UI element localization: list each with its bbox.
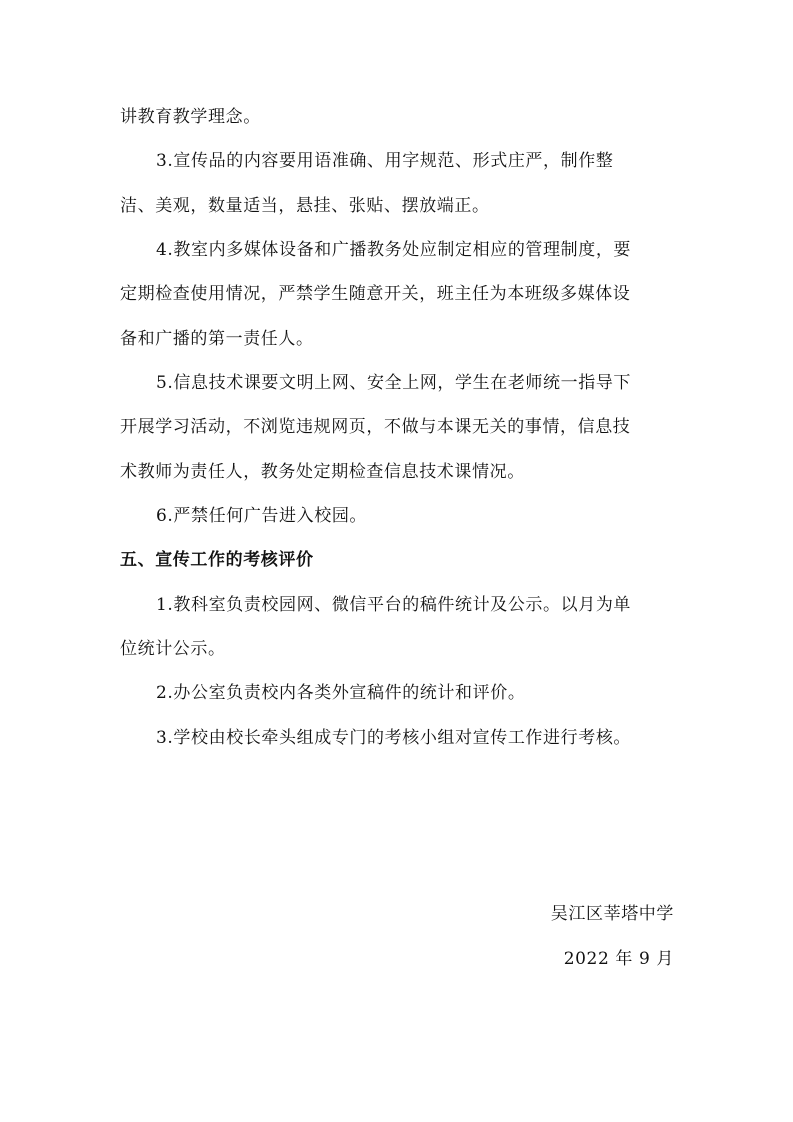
section-heading: 五、宣传工作的考核评价 bbox=[120, 550, 314, 570]
paragraph-line: 开展学习活动，不浏览违规网页，不做与本课无关的事情，信息技 bbox=[120, 417, 631, 437]
paragraph-line: 2.办公室负责校内各类外宣稿件的统计和评价。 bbox=[156, 683, 526, 703]
paragraph-line: 洁、美观，数量适当，悬挂、张贴、摆放端正。 bbox=[120, 196, 490, 216]
paragraph-line: 术教师为责任人，教务处定期检查信息技术课情况。 bbox=[120, 462, 525, 482]
paragraph-line: 6.严禁任何广告进入校园。 bbox=[156, 506, 368, 526]
paragraph-line: 定期检查使用情况，严禁学生随意开关，班主任为本班级多媒体设 bbox=[120, 284, 631, 304]
paragraph-line: 3.学校由校长牵头组成专门的考核小组对宣传工作进行考核。 bbox=[156, 728, 632, 748]
paragraph-line: 1.教科室负责校园网、微信平台的稿件统计及公示。以月为单 bbox=[156, 595, 632, 615]
signature-organization: 吴江区莘塔中学 bbox=[550, 904, 674, 924]
paragraph-line: 5.信息技术课要文明上网、安全上网，学生在老师统一指导下 bbox=[156, 373, 632, 393]
signature-date: 2022 年 9 月 bbox=[563, 949, 674, 969]
paragraph-line: 位统计公示。 bbox=[120, 639, 226, 659]
paragraph-line: 备和广播的第一责任人。 bbox=[120, 329, 314, 349]
paragraph-line: 3.宣传品的内容要用语准确、用字规范、形式庄严，制作整 bbox=[156, 151, 614, 171]
paragraph-line: 讲教育教学理念。 bbox=[120, 107, 261, 127]
paragraph-line: 4.教室内多媒体设备和广播教务处应制定相应的管理制度，要 bbox=[156, 240, 632, 260]
